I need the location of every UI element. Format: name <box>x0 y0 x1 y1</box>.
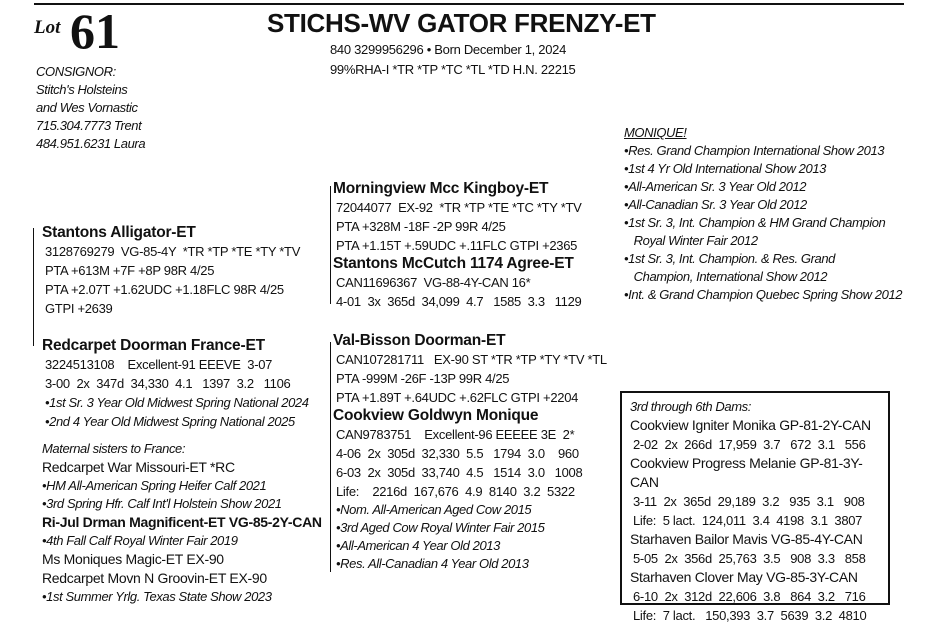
dam-sire-name: Val-Bisson Doorman-ET <box>333 332 506 349</box>
sire-parents-bracket <box>330 186 331 304</box>
monique-line: •Res. Grand Champion International Show 2013 <box>624 143 885 158</box>
dam-sire-line: CAN107281711 EX-90 ST *TR *TP *TY *TV *TL <box>336 352 607 367</box>
sire-dam-line: CAN11696367 VG-88-4Y-CAN 16* <box>336 275 531 290</box>
consignor-label: CONSIGNOR: <box>36 64 116 79</box>
sire-line: PTA +2.07T +1.62UDC +1.18FLC 98R 4/25 <box>45 282 284 297</box>
dam-parents-bracket <box>330 342 331 572</box>
maternal-sisters-block <box>42 440 322 606</box>
dams-box-line: Cookview Igniter Monika GP-81-2Y-CAN <box>630 417 871 433</box>
dam-dam-award: •Nom. All-American Aged Cow 2015 <box>336 502 532 517</box>
dam-dam-award: •All-American 4 Year Old 2013 <box>336 538 500 553</box>
maternal-sister-award: •3rd Spring Hfr. Calf Int'l Holstein Show 2021 <box>42 496 282 511</box>
sire-line: 3128769279 VG-85-4Y *TR *TP *TE *TY *TV <box>45 244 301 259</box>
dam-award: •1st Sr. 3 Year Old Midwest Spring National 2024 <box>45 395 309 410</box>
sire-block <box>42 224 300 318</box>
dams-box-label: 3rd through 6th Dams: <box>630 399 751 414</box>
monique-line: Champion, International Show 2012 <box>624 269 828 284</box>
monique-label: MONIQUE! <box>624 125 687 140</box>
consignor-block <box>36 63 145 153</box>
monique-line: •1st Sr. 3, Int. Champion. & Res. Grand <box>624 251 836 266</box>
sire-dam-name: Stantons McCutch 1174 Agree-ET <box>333 255 574 272</box>
dams-box-line: 3-11 2x 365d 29,189 3.2 935 3.1 908 <box>633 494 865 509</box>
monique-line: •All-American Sr. 3 Year Old 2012 <box>624 179 807 194</box>
monique-line: •All-Canadian Sr. 3 Year Old 2012 <box>624 197 807 212</box>
maternal-sister-name: Ri-Jul Drman Magnificent-ET VG-85-2Y-CAN <box>42 514 322 530</box>
dams-box-line: 2-02 2x 266d 17,959 3.7 672 3.1 556 <box>633 437 866 452</box>
dam-dam-award: •Res. All-Canadian 4 Year Old 2013 <box>336 556 529 571</box>
sire-sire-line: PTA +1.15T +.59UDC +.11FLC GTPI +2365 <box>336 238 578 253</box>
consignor-line: 484.951.6231 Laura <box>36 136 146 151</box>
dam-dam-block <box>333 407 582 573</box>
sire-line: GTPI +2639 <box>45 301 113 316</box>
dam-dam-award: •3rd Aged Cow Royal Winter Fair 2015 <box>336 520 545 535</box>
consignor-line: and Wes Vornastic <box>36 100 138 115</box>
maternal-sister-award: •4th Fall Calf Royal Winter Fair 2019 <box>42 533 238 548</box>
dams-box-line: Cookview Progress Melanie GP-81-3Y-CAN <box>630 455 863 490</box>
dam-name: Redcarpet Doorman France-ET <box>42 337 265 354</box>
genetics-line: 99%RHA-I *TR *TP *TC *TL *TD H.N. 22215 <box>330 62 576 77</box>
dam-sire-line: PTA +1.89T +.64UDC +.62FLC GTPI +2204 <box>336 390 579 405</box>
dam-dam-line: 4-06 2x 305d 32,330 5.5 1794 3.0 960 <box>336 446 579 461</box>
page-title: STICHS-WV GATOR FRENZY-ET <box>267 8 656 38</box>
dams-box-line: Life: 7 lact. 150,393 3.7 5639 3.2 4810 <box>633 608 867 623</box>
maternal-sister-award: •HM All-American Spring Heifer Calf 2021 <box>42 478 267 493</box>
maternal-sister-name: Redcarpet War Missouri-ET *RC <box>42 459 235 475</box>
sire-bracket <box>33 228 34 346</box>
dam-line: 3224513108 Excellent-91 EEEVE 3-07 <box>45 357 273 372</box>
sire-dam-line: 4-01 3x 365d 34,099 4.7 1585 3.3 1129 <box>336 294 582 309</box>
dams-box-line: Starhaven Bailor Mavis VG-85-4Y-CAN <box>630 531 863 547</box>
top-rule <box>34 3 904 5</box>
sire-name: Stantons Alligator-ET <box>42 224 196 241</box>
dams-box <box>620 391 890 623</box>
monique-line: •1st Sr. 3, Int. Champion & HM Grand Champion <box>624 215 886 230</box>
maternal-sister-award: •1st Summer Yrlg. Texas State Show 2023 <box>42 589 272 604</box>
monique-line: •Int. & Grand Champion Quebec Spring Show 2012 <box>624 287 903 302</box>
lot-label: Lot <box>34 17 61 38</box>
dam-dam-line: Life: 2216d 167,676 4.9 8140 3.2 5322 <box>336 484 575 499</box>
sire-sire-block <box>333 180 581 255</box>
consignor-line: Stitch's Holsteins <box>36 82 128 97</box>
sire-line: PTA +613M +7F +8P 98R 4/25 <box>45 263 215 278</box>
maternal-label: Maternal sisters to France: <box>42 441 186 456</box>
maternal-sister-name: Ms Moniques Magic-ET EX-90 <box>42 551 224 567</box>
monique-line: Royal Winter Fair 2012 <box>624 233 758 248</box>
dam-dam-line: CAN9783751 Excellent-96 EEEEE 3E 2* <box>336 427 575 442</box>
dam-line: 3-00 2x 347d 34,330 4.1 1397 3.2 1106 <box>45 376 291 391</box>
lot-number: 61 <box>70 3 120 59</box>
dam-sire-block <box>333 332 607 407</box>
consignor-line: 715.304.7773 Trent <box>36 118 142 133</box>
sire-sire-line: 72044077 EX-92 *TR *TP *TE *TC *TY *TV <box>336 200 582 215</box>
monique-line: •1st 4 Yr Old International Show 2013 <box>624 161 826 176</box>
dams-box-line: 6-10 2x 312d 22,606 3.8 864 3.2 716 <box>633 589 866 604</box>
dam-award: •2nd 4 Year Old Midwest Spring National 2025 <box>45 414 295 429</box>
monique-block <box>624 124 902 304</box>
dams-box-line: 5-05 2x 356d 25,763 3.5 908 3.3 858 <box>633 551 866 566</box>
dam-dam-name: Cookview Goldwyn Monique <box>333 407 539 424</box>
maternal-sister-name: Redcarpet Movn N Groovin-ET EX-90 <box>42 570 267 586</box>
sire-sire-name: Morningview Mcc Kingboy-ET <box>333 180 549 197</box>
registration-line: 840 3299956296 • Born December 1, 2024 <box>330 42 567 57</box>
dam-sire-line: PTA -999M -26F -13P 99R 4/25 <box>336 371 510 386</box>
dam-block <box>42 337 309 431</box>
dam-dam-line: 6-03 2x 305d 33,740 4.5 1514 3.0 1008 <box>336 465 583 480</box>
sire-sire-line: PTA +328M -18F -2P 99R 4/25 <box>336 219 506 234</box>
sire-dam-block <box>333 255 581 311</box>
dams-box-line: Starhaven Clover May VG-85-3Y-CAN <box>630 569 858 585</box>
dams-box-line: Life: 5 lact. 124,011 3.4 4198 3.1 3807 <box>633 513 863 528</box>
